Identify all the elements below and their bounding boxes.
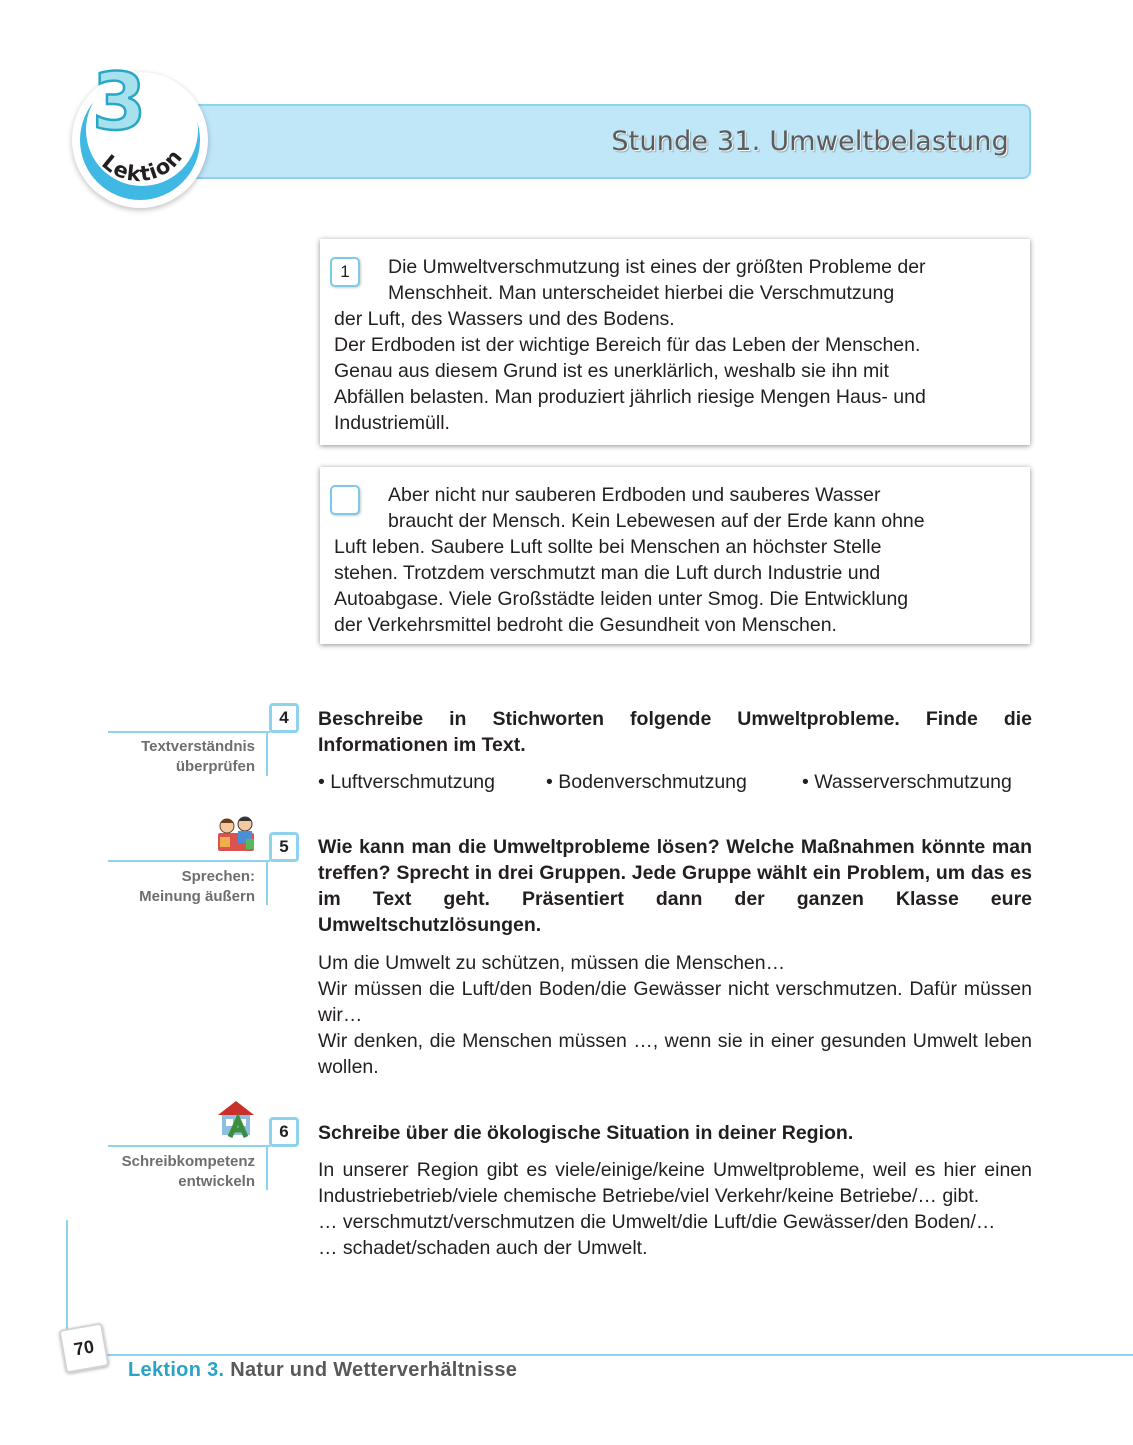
- text-line: Aber nicht nur sauberen Erdboden und sauberes Wasser: [388, 484, 881, 506]
- footer-chapter-title: Natur und Wetterverhältnisse: [230, 1359, 518, 1381]
- keyword-item: • Wasserverschmutzung: [802, 771, 1012, 793]
- exercise-6-rule: [108, 1145, 270, 1147]
- exercise-5-skill-label: Sprechen: Meinung äußern: [139, 868, 255, 905]
- exercise-4-number: 4: [269, 703, 299, 733]
- text-line: Genau aus diesem Grund ist es unerklärlich, weshalb sie ihn mit: [334, 360, 889, 382]
- reading-text-1: [320, 239, 1030, 445]
- phrase-line: … schadet/schaden auch der Umwelt.: [318, 1237, 648, 1259]
- exercise-6-task: Schreibe über die ökologische Situation in deiner Region.: [318, 1122, 854, 1144]
- text-line: Industriemüll.: [334, 412, 450, 434]
- text-line: der Luft, des Wassers und des Bodens.: [334, 308, 675, 330]
- text-number-badge: [330, 485, 360, 515]
- exercise-4-skill-label: Textverständnis überprüfen: [141, 738, 255, 775]
- exercise-5-phrases: [318, 950, 1032, 1080]
- lesson-word: Lektion: [97, 144, 188, 187]
- exercise-6-phrases: [318, 1157, 1032, 1261]
- page-number: 70: [59, 1323, 110, 1374]
- exercise-4-rule-vertical: [266, 731, 268, 776]
- exercise-4-rule: [108, 731, 270, 733]
- speaking-icon: [214, 813, 258, 853]
- exercise-5-rule-vertical: [266, 860, 268, 905]
- text-line: Abfällen belasten. Man produziert jährlich riesige Mengen Haus- und: [334, 386, 926, 408]
- exercise-6-skill-label: Schreibkompetenz entwickeln: [121, 1153, 255, 1190]
- text-line: Luft leben. Saubere Luft sollte bei Menschen an höchster Stelle: [334, 536, 882, 558]
- text-line: Menschheit. Man unterscheidet hierbei die Verschmutzung: [388, 282, 895, 304]
- reading-text-2: [320, 467, 1030, 644]
- exercise-5-number: 5: [269, 832, 299, 862]
- lesson-number: 3: [92, 58, 147, 148]
- footer-lesson-label: Lektion 3.: [128, 1359, 225, 1381]
- text-line: stehen. Trotzdem verschmutzt man die Luft durch Industrie und: [334, 562, 881, 584]
- exercise-5-rule: [108, 860, 270, 862]
- phrase-line: Um die Umwelt zu schützen, müssen die Menschen…: [318, 952, 786, 974]
- text-number-badge: 1: [330, 257, 360, 287]
- text-line: Autoabgase. Viele Großstädte leiden unter Smog. Die Entwicklung: [334, 588, 909, 610]
- exercise-6-rule-vertical: [266, 1145, 268, 1190]
- page-title: Stunde 31. Umweltbelastung: [611, 126, 1009, 157]
- footer-rule: [100, 1354, 1133, 1356]
- text-line: Die Umweltverschmutzung ist eines der größten Probleme der: [388, 256, 926, 278]
- phrase-line: Wir denken, die Menschen müssen …, wenn sie in einer gesunden Umwelt leben wollen.: [318, 1030, 1032, 1078]
- phrase-line: In unserer Region gibt es viele/einige/keine Umweltprobleme, weil es hier einen Industriebetrieb/viele chemische Betriebe/viel Verkehr/keine Betriebe/… gibt.: [318, 1159, 1032, 1207]
- exercise-4-task: Beschreibe in Stichworten folgende Umweltprobleme. Finde die Informationen im Text.: [318, 708, 1032, 756]
- lesson-word-arc: [76, 76, 206, 206]
- keyword-item: • Bodenverschmutzung: [546, 771, 747, 793]
- svg-text:Lektion: [97, 144, 187, 186]
- phrase-line: … verschmutzt/verschmutzen die Umwelt/die Luft/die Gewässer/den Boden/…: [318, 1211, 996, 1233]
- text-line: Der Erdboden ist der wichtige Bereich für das Leben der Menschen.: [334, 334, 921, 356]
- exercise-5-task: Wie kann man die Umweltprobleme lösen? Welche Maßnahmen könnte man treffen? Sprecht in drei Gruppen. Jede Gruppe wählt ein Problem, um das es im Text geht. Präsentiert dann der ganzen Klasse eure Umweltschutzlösungen.: [318, 836, 1032, 936]
- exercise-6-number: 6: [269, 1117, 299, 1147]
- writing-icon: [214, 1097, 258, 1139]
- phrase-line: Wir müssen die Luft/den Boden/die Gewässer nicht verschmutzen. Dafür müssen wir…: [318, 978, 1032, 1026]
- footer-rule-vertical: [66, 1220, 68, 1340]
- footer-chapter: [128, 1359, 517, 1382]
- keyword-item: • Luftverschmutzung: [318, 771, 495, 793]
- text-line: braucht der Mensch. Kein Lebewesen auf der Erde kann ohne: [388, 510, 925, 532]
- text-line: der Verkehrsmittel bedroht die Gesundheit von Menschen.: [334, 614, 837, 636]
